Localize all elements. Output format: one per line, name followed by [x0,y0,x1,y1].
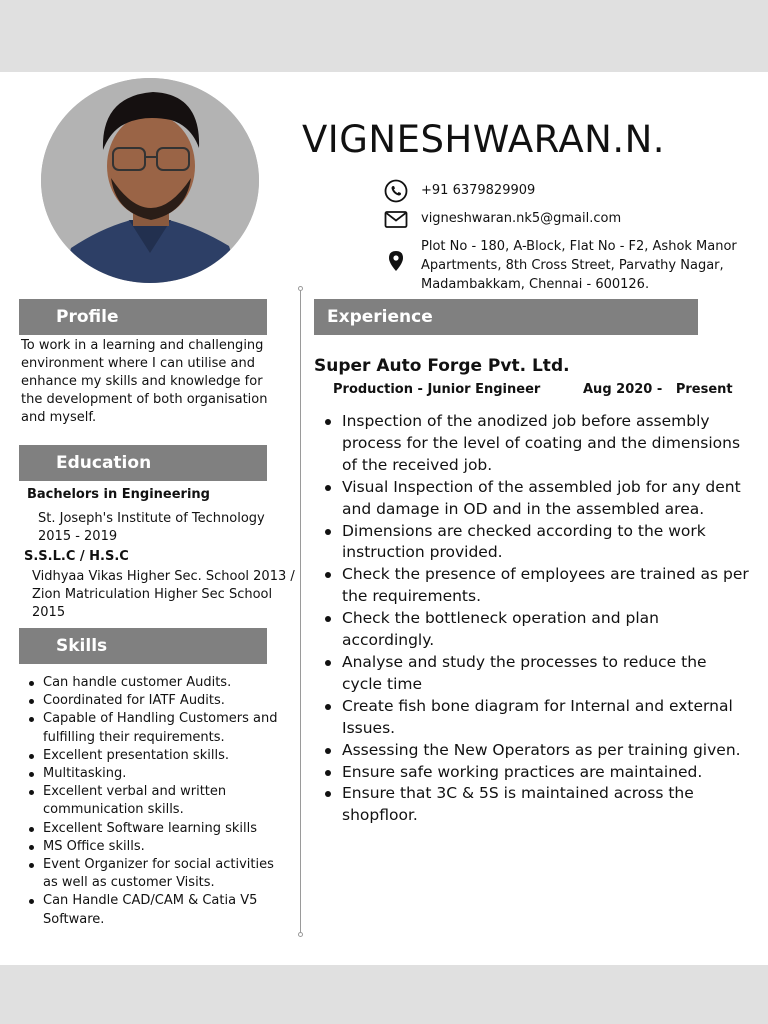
experience-item [314,521,754,565]
skills-list [19,674,299,929]
college-years: 2015 - 2019 [38,529,118,544]
skill-item-line: MS Office skills. [43,838,145,854]
experience-item-line: the requirements. [342,587,482,606]
profile-line: the development of both organisation [21,392,268,407]
experience-item [314,696,754,740]
skills-heading: Skills [19,628,267,664]
top-margin [0,0,768,72]
experience-item [314,762,754,784]
experience-item-line: shopfloor. [342,806,418,825]
profile-heading: Profile [19,299,267,335]
experience-item [314,564,754,608]
skill-item [19,783,299,819]
education-heading: Education [19,445,267,481]
experience-item [314,783,754,827]
experience-item-line: cycle time [342,674,423,693]
profile-line: To work in a learning and challenging [21,338,264,353]
experience-item [314,477,754,521]
experience-item-line: Dimensions are checked according to the work [342,521,706,540]
experience-item-line: process for the level of coating and the dimensions [342,433,741,452]
college-name: St. Joseph's Institute of Technology [38,511,265,526]
skill-item [19,856,299,892]
address [421,237,737,294]
job-dates: Aug 2020 - Present [583,382,733,397]
phone-number: +91 6379829909 [421,183,536,198]
skill-item [19,838,299,856]
skill-item-line: Excellent Software learning skills [43,820,258,836]
school-title: S.S.L.C / H.S.C [24,549,129,564]
skill-item-line: Excellent verbal and written [43,784,227,800]
experience-item-line: instruction provided. [342,543,503,562]
profile-line: and myself. [21,410,97,425]
experience-item-line: Check the presence of employees are trained as per [342,565,749,584]
skill-item [19,674,299,692]
experience-item [314,740,754,762]
column-divider [300,288,301,935]
email-icon [384,207,408,231]
experience-item-line: and damage in OD and in the assembled area. [342,499,705,518]
divider-end-dot [298,932,303,937]
email-address: vigneshwaran.nk5@gmail.com [421,211,622,226]
skill-item-line: communication skills. [43,802,184,818]
experience-item-line: Check the bottleneck operation and plan [342,609,659,628]
candidate-name: VIGNESHWARAN.N. [302,118,666,161]
experience-item-line: Issues. [342,718,396,737]
skill-item-line: Multitasking. [43,766,127,782]
skill-item-line: Event Organizer for social activities [43,857,274,873]
experience-item-line: Visual Inspection of the assembled job for any dent [342,477,741,496]
profile-line: enhance my skills and knowledge for [21,374,263,389]
school-line: 2015 [32,605,66,620]
experience-item-line: of the received job. [342,455,493,474]
skill-item [19,692,299,710]
skill-item [19,765,299,783]
address-line: Apartments, 8th Cross Street, Parvathy Nagar, [421,258,724,273]
experience-item [314,411,754,477]
skill-item-line: Software. [43,911,105,927]
skill-item [19,892,299,928]
skill-item [19,820,299,838]
experience-item-line: Analyse and study the processes to reduce the [342,652,707,671]
skill-item-line: Capable of Handling Customers and [43,711,278,727]
company-name: Super Auto Forge Pvt. Ltd. [314,356,570,376]
experience-heading: Experience [314,299,698,335]
phone-icon [384,179,408,203]
school-line: Zion Matriculation Higher Sec School [32,587,273,602]
profile-summary [21,337,291,427]
experience-item-line: Ensure that 3C & 5S is maintained across the [342,784,694,803]
experience-item [314,608,754,652]
experience-item-line: Create fish bone diagram for Internal and external [342,696,733,715]
skill-item-line: Can Handle CAD/CAM & Catia V5 [43,893,258,909]
bottom-margin [0,965,768,1024]
profile-line: environment where I can utilise and [21,356,255,371]
skill-item-line: Excellent presentation skills. [43,747,229,763]
experience-item-line: Ensure safe working practices are maintained. [342,762,703,781]
experience-item-line: Assessing the New Operators as per training given. [342,740,741,759]
experience-item [314,652,754,696]
experience-list [314,411,754,827]
skill-item-line: Can handle customer Audits. [43,675,232,690]
profile-photo [41,78,259,283]
job-role: Production - Junior Engineer [333,382,541,397]
experience-item-line: accordingly. [342,631,435,650]
skill-item-line: fulfilling their requirements. [43,729,225,745]
location-pin-icon [384,249,408,273]
degree-title: Bachelors in Engineering [27,487,210,502]
address-line: Madambakkam, Chennai - 600126. [421,277,650,292]
school-line: Vidhyaa Vikas Higher Sec. School 2013 / [32,569,295,584]
skill-item [19,710,299,746]
school-details [32,568,300,622]
divider-end-dot [298,286,303,291]
address-line: Plot No - 180, A-Block, Flat No - F2, Ashok Manor [421,239,737,254]
skill-item-line: Coordinated for IATF Audits. [43,693,225,709]
skill-item [19,747,299,765]
skill-item-line: as well as customer Visits. [43,875,215,891]
experience-item-line: Inspection of the anodized job before assembly [342,412,710,430]
